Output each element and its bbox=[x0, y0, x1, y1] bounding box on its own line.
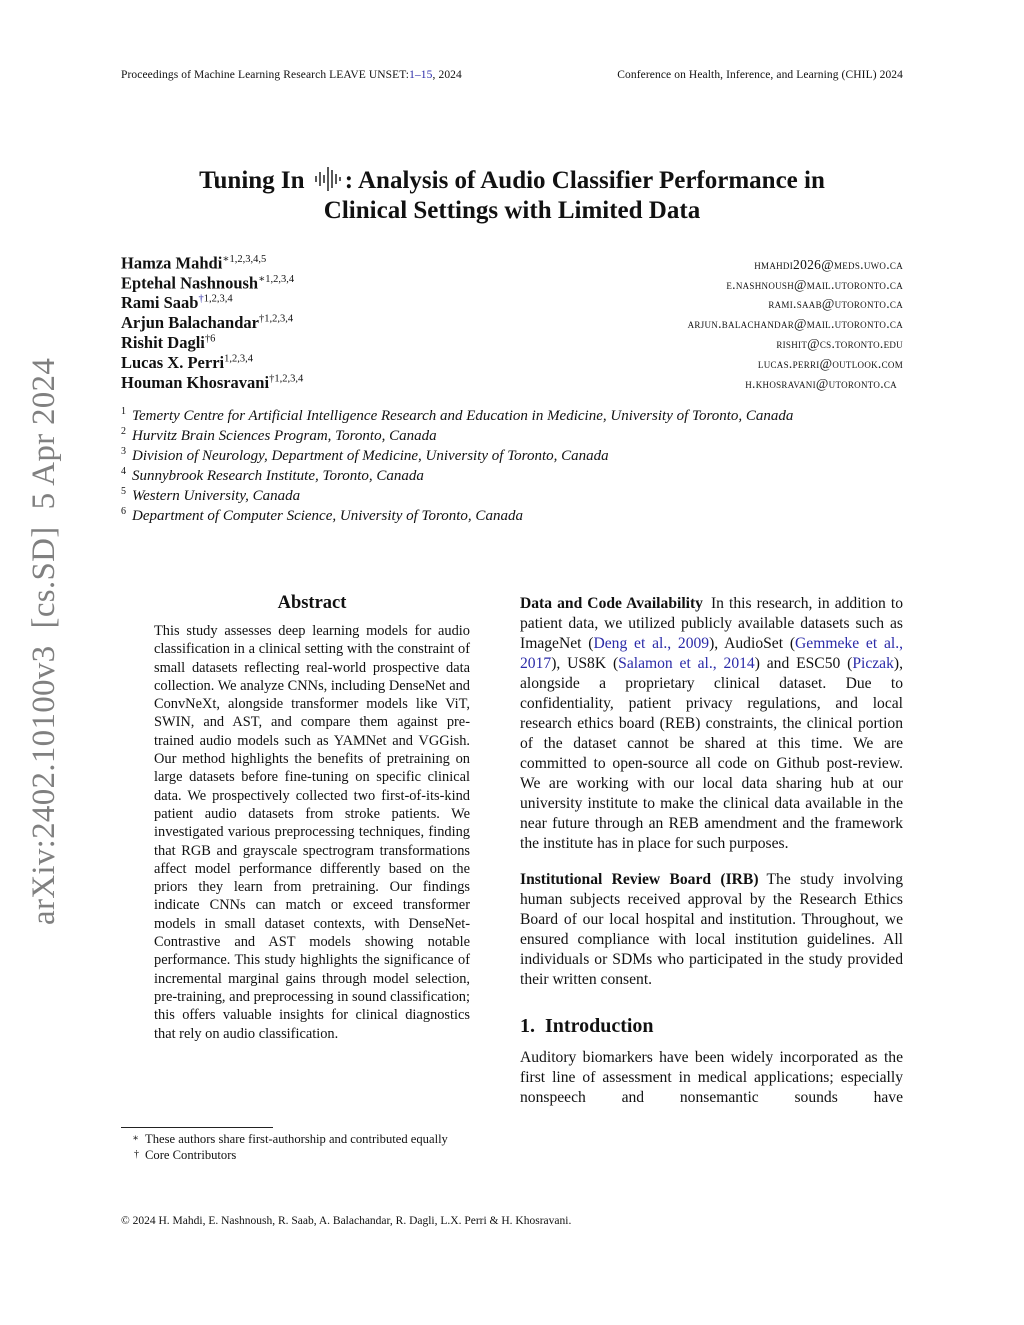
author-email[interactable]: rishit@cs.toronto.edu bbox=[776, 336, 903, 351]
affiliation: $^6$ Department of Computer Science, University of Toronto, Canada bbox=[121, 506, 523, 524]
affiliation-list bbox=[121, 402, 903, 522]
affiliation: $^3$ Division of Neurology, Department of Medicine, University of Toronto, Canada bbox=[121, 446, 609, 464]
author-row: Arjun Balachandar$^{\dagger 1,2,3,4}$ arjun.balachandar@mail.utoronto.ca bbox=[121, 313, 903, 332]
abstract-section bbox=[154, 592, 470, 1043]
citation-link[interactable]: Gemmeke et al., 2017 bbox=[520, 635, 903, 672]
author-email[interactable]: h.khosravani@utoronto.ca bbox=[745, 376, 897, 391]
page-range-link[interactable]: 1–15 bbox=[409, 69, 433, 81]
running-header bbox=[121, 69, 903, 81]
footnote: ∗ These authors share first-authorship and contributed equally bbox=[132, 1132, 448, 1146]
author-email[interactable]: lucas.perri@outlook.com bbox=[757, 356, 903, 371]
author-email[interactable]: e.nashnoush@mail.utoronto.ca bbox=[726, 276, 903, 292]
paper-title: Tuning In : Analysis of Audio Classifier Performance in Clinical Settings with Limited Data bbox=[199, 167, 825, 224]
author-row: Lucas X. Perri$^{1,2,3,4}$ lucas.perri@outlook.com bbox=[121, 353, 903, 372]
affiliation: $^4$ Sunnybrook Research Institute, Toronto, Canada bbox=[121, 466, 424, 484]
data-code-heading: Data and Code Availability bbox=[520, 595, 703, 612]
author-row: Eptehal Nashnoush$^{∗1,2,3,4}$ e.nashnoush@mail.utoronto.ca bbox=[121, 273, 903, 293]
irb-heading: Institutional Review Board (IRB) bbox=[520, 871, 759, 888]
author-row: Rishit Dagli$^{\dagger 6}$ rishit@cs.toronto.edu bbox=[121, 333, 903, 352]
author-row: Houman Khosravani$^{\dagger 1,2,3,4}$ h.khosravani@utoronto.ca bbox=[121, 373, 897, 392]
citation-link[interactable]: Salamon et al., 2014 bbox=[618, 655, 755, 672]
author-row: Rami Saab$^{\dagger 1,2,3,4}$ rami.saab@utoronto.ca bbox=[121, 293, 903, 312]
author-email[interactable]: arjun.balachandar@mail.utoronto.ca bbox=[687, 316, 903, 331]
affiliation: $^5$ Western University, Canada bbox=[121, 486, 301, 504]
footnote: † Core Contributors bbox=[134, 1148, 237, 1162]
abstract-text: This study assesses deep learning models for audio classification in a clinical setting with the constraint of small datasets reflecting real-world prospective data collection. We analyze CNNs, including DenseNet and ConvNeXt, alongside transformer models like ViT, SWIN, and AST, and compare them against pre-trained audio models such as YAMNet and VGGish. Our method highlights the benefits of pretraining on large datasets before fine-tuning on specific clinical data. We prospectively collected two first-of-its-kind patient audio datasets from stroke patients. We investigated various preprocessing techniques, finding that RGB and grayscale spectrogram transformations affect model performance differently based on the priors they learn from pretraining. Our findings indicate CNNs can match or exceed transformer models in small dataset contexts, with DenseNet-Contrastive and AST models showing notable performance. This study highlights the significance of incremental marginal gains through model selection, pre-training, and preprocessing in sound classification; this offers valuable insights for clinical diagnostics that rely on audio classification. bbox=[154, 623, 470, 1042]
right-column bbox=[520, 594, 903, 1120]
affiliation: $^2$ Hurvitz Brain Sciences Program, Toronto, Canada bbox=[121, 426, 437, 444]
audio-waveform-icon bbox=[313, 166, 343, 192]
citation-link[interactable]: Piczak bbox=[852, 655, 894, 672]
author-row: Hamza Mahdi$^{∗1,2,3,4,5}$ hmahdi2026@meds.uwo.ca bbox=[121, 253, 903, 273]
citation-link[interactable]: Deng et al., 2009 bbox=[593, 635, 710, 652]
footnote-rule bbox=[121, 1127, 273, 1128]
author-list bbox=[121, 253, 903, 393]
footnotes bbox=[121, 1131, 504, 1163]
abstract-heading: Abstract bbox=[277, 593, 347, 613]
footnote-link[interactable]: † bbox=[198, 293, 204, 305]
introduction-text: Auditory biomarkers have been widely incorporated as the first line of assessment in medical applications; especially nonspeech and nonsemantic sounds have bbox=[520, 1049, 903, 1106]
affiliation: $^1$ Temerty Centre for Artificial Intelligence Research and Education in Medicine, University of Toronto, Canada bbox=[121, 406, 794, 424]
copyright-notice: © 2024 H. Mahdi, E. Nashnoush, R. Saab, A. Balachandar, R. Dagli, L.X. Perri & H. Khosravani. bbox=[121, 1215, 572, 1227]
irb-paragraph: Institutional Review Board (IRB) The study involving human subjects received approval by the Research Ethics Board of our local hospital and institution. Throughout, we ensured compliance with local institution guidelines. All individuals or SDMs who participated in the study provided their written consent. bbox=[520, 871, 903, 988]
running-header-right: Conference on Health, Inference, and Learning (CHIL) 2024 bbox=[617, 69, 903, 81]
author-email[interactable]: rami.saab@utoronto.ca bbox=[768, 296, 903, 311]
introduction-heading: 1. Introduction bbox=[520, 1015, 654, 1037]
running-header-left: Proceedings of Machine Learning Research LEAVE UNSET:1–15, 2024 bbox=[121, 69, 462, 81]
data-code-paragraph: Data and Code Availability In this research, in addition to patient data, we utilized publicly available datasets such as ImageNet (Deng et al., 2009), AudioSet (Gemmeke et al., 2017), US8K (Salamon et al., 2014) and ESC50 (Piczak), alongside a proprietary clinical dataset. Due to confidentiality, patient privacy regulations, and local research ethics board (REB) constraints, the clinical portion of the dataset cannot be shared at this time. We are committed to open-source all code on Github post-review. We are working with our local data sharing hub at our university institute to make the clinical data available in the near future through an REB amendment and the framework the institute has in place for such purposes. bbox=[520, 595, 903, 852]
author-email[interactable]: hmahdi2026@meds.uwo.ca bbox=[754, 256, 903, 272]
arxiv-stamp: arXiv:2402.10100v3 [cs.SD] 5 Apr 2024 bbox=[26, 357, 62, 925]
